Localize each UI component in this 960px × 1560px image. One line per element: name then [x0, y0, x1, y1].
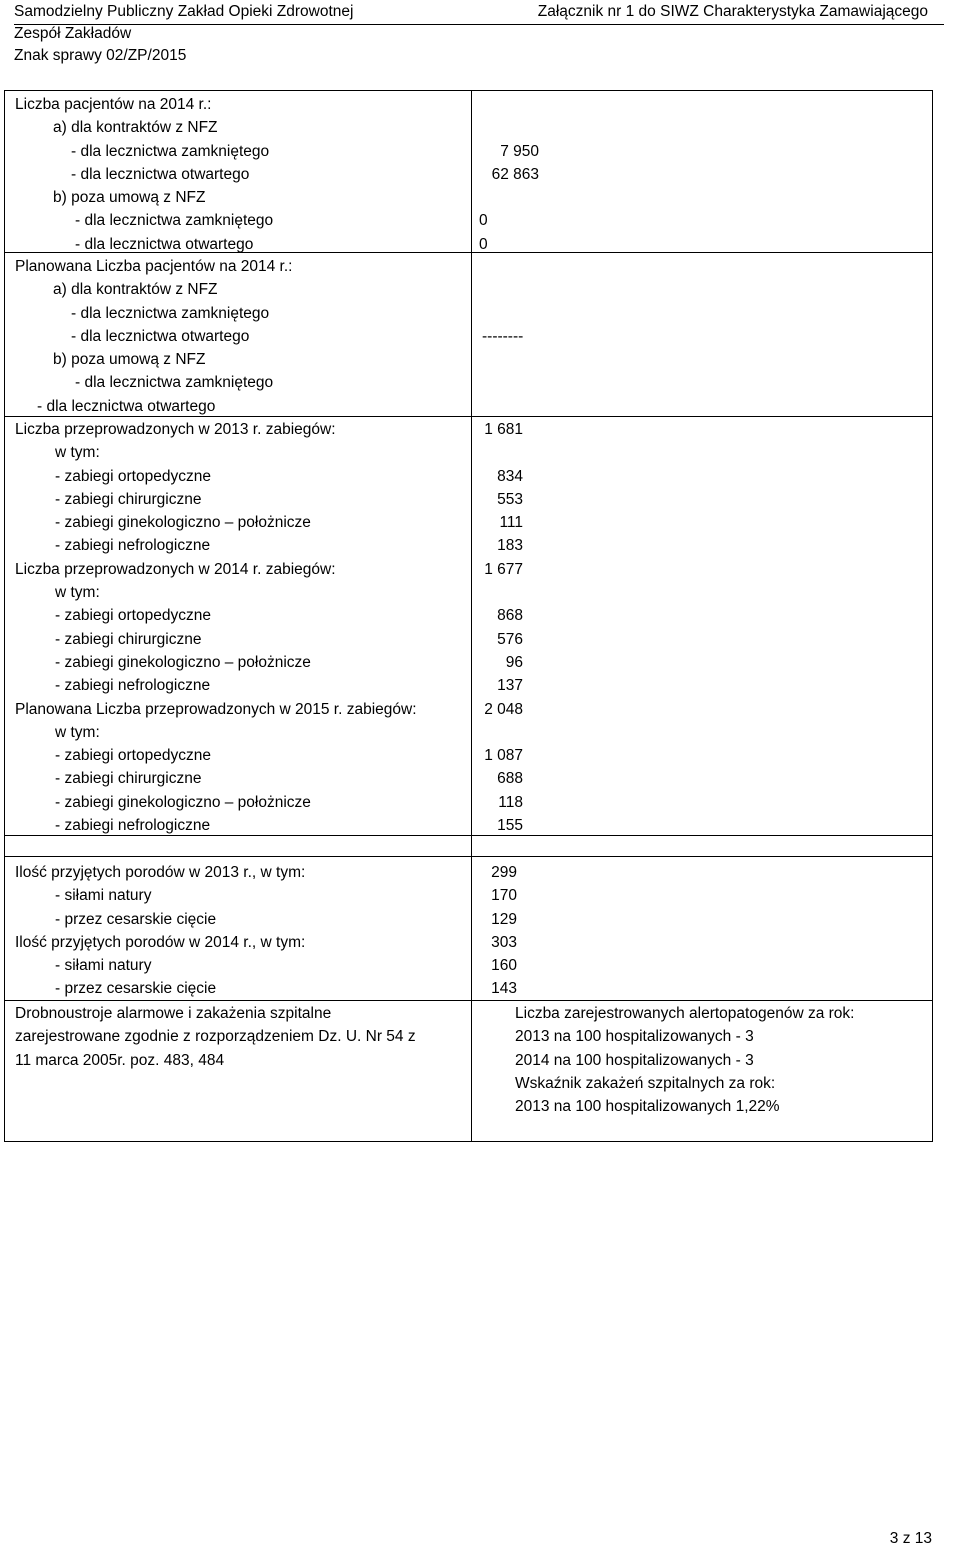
list-item: - przez cesarskie cięcie	[55, 980, 217, 998]
infection-label: 11 marca 2005r. poz. 483, 484	[15, 1051, 225, 1069]
list-item: - dla lecznictwa otwartego	[37, 397, 216, 415]
list-item: - dla lecznictwa zamkniętego	[71, 304, 270, 322]
subsection-label: b) poza umową z NFZ	[53, 351, 206, 369]
list-item: - zabiegi ginekologiczno – położnicze	[55, 793, 311, 811]
value: 576	[497, 630, 523, 648]
list-item: - dla lecznictwa zamkniętego	[75, 212, 274, 230]
value: 834	[497, 467, 523, 485]
value	[477, 441, 523, 464]
page-header	[0, 0, 960, 66]
value: 137	[497, 677, 523, 695]
value: --------	[482, 328, 524, 345]
value: 129	[491, 910, 517, 928]
value: 170	[491, 887, 517, 905]
alert-pathogens-2013: 2013 na 100 hospitalizowanych - 3	[515, 1028, 754, 1046]
value: 62 863	[491, 165, 539, 183]
alert-pathogens-title: Liczba zarejestrowanych alertopatogenów za rok:	[515, 1005, 855, 1022]
list-item: - zabiegi ortopedyczne	[55, 747, 211, 765]
value: 7 950	[500, 142, 539, 160]
list-item: - przez cesarskie cięcie	[55, 910, 217, 928]
value: 553	[497, 490, 523, 508]
list-item: - zabiegi nefrologiczne	[55, 677, 211, 695]
subsection-label: w tym:	[55, 584, 100, 602]
section-title: Planowana Liczba pacjentów na 2014 r.:	[15, 258, 293, 275]
value: 0	[479, 212, 488, 230]
header-attachment-title: Załącznik nr 1 do SIWZ Charakterystyka Zamawiającego	[537, 3, 928, 20]
value: 96	[505, 653, 523, 671]
section-title: Liczba przeprowadzonych w 2013 r. zabiegów:	[15, 421, 336, 438]
value	[477, 721, 523, 744]
list-item: - zabiegi chirurgiczne	[55, 630, 202, 648]
value: 1 681	[484, 421, 523, 438]
section1-values	[479, 93, 539, 256]
section5-right	[515, 1002, 925, 1118]
row-divider	[5, 856, 932, 857]
value	[479, 116, 539, 139]
data-table	[4, 90, 933, 1142]
page-number: 3 z 13	[889, 1529, 932, 1547]
infection-label: Drobnoustroje alarmowe i zakażenia szpitalne	[15, 1005, 332, 1022]
value: 0	[479, 235, 488, 253]
value: 160	[491, 957, 517, 975]
value: 688	[497, 770, 523, 788]
value: 303	[491, 933, 517, 951]
list-item: - zabiegi ortopedyczne	[55, 607, 211, 625]
section2-value	[482, 325, 562, 348]
list-item: - zabiegi nefrologiczne	[55, 537, 211, 555]
value: 1 677	[484, 560, 523, 578]
header-rule	[14, 24, 944, 25]
infection-rate-2013: 2013 na 100 hospitalizowanych 1,22%	[515, 1098, 780, 1116]
header-institution: Samodzielny Publiczny Zakład Opieki Zdrowotnej	[14, 3, 354, 20]
value: 2 048	[484, 700, 523, 718]
list-item: - dla lecznictwa otwartego	[71, 165, 250, 183]
list-item: - zabiegi chirurgiczne	[55, 490, 202, 508]
value: 155	[497, 817, 523, 835]
value: 299	[491, 864, 517, 881]
list-item: - zabiegi ginekologiczno – położnicze	[55, 514, 311, 532]
section-title: Ilość przyjętych porodów w 2014 r., w tym:	[15, 933, 306, 951]
section5-left	[15, 1002, 465, 1072]
infection-rate-title: Wskaźnik zakażeń szpitalnych za rok:	[515, 1074, 776, 1092]
section-title: Liczba przeprowadzonych w 2014 r. zabiegów:	[15, 560, 336, 578]
header-left	[14, 1, 474, 67]
list-item: - zabiegi ginekologiczno – położnicze	[55, 653, 311, 671]
section4-values	[477, 861, 517, 1001]
section-title: Planowana Liczba przeprowadzonych w 2015 r. zabiegów:	[15, 700, 417, 718]
list-item: - zabiegi chirurgiczne	[55, 770, 202, 788]
list-item: - dla lecznictwa otwartego	[71, 327, 250, 345]
value: 1 087	[484, 747, 523, 765]
subsection-label: b) poza umową z NFZ	[53, 189, 206, 207]
subsection-label: a) dla kontraktów z NFZ	[53, 119, 218, 137]
list-item: - zabiegi ortopedyczne	[55, 467, 211, 485]
column-divider	[471, 91, 472, 1141]
alert-pathogens-2014: 2014 na 100 hospitalizowanych - 3	[515, 1051, 754, 1069]
value: 183	[497, 537, 523, 555]
value	[479, 186, 539, 209]
list-item: - dla lecznictwa zamkniętego	[75, 374, 274, 392]
section3-values	[477, 418, 523, 837]
header-unit: Zespół Zakładów	[14, 25, 132, 42]
value	[477, 581, 523, 604]
list-item: - dla lecznictwa otwartego	[75, 235, 254, 253]
subsection-label: a) dla kontraktów z NFZ	[53, 281, 218, 299]
section3-labels	[15, 418, 465, 837]
section-title: Liczba pacjentów na 2014 r.:	[15, 96, 212, 113]
section1-labels	[15, 93, 465, 256]
header-case-number: Znak sprawy 02/ZP/2015	[14, 47, 187, 64]
value	[479, 93, 539, 116]
subsection-label: w tym:	[55, 723, 100, 741]
value: 111	[499, 514, 523, 532]
list-item: - siłami natury	[55, 957, 152, 975]
subsection-label: w tym:	[55, 444, 100, 462]
value: 868	[497, 607, 523, 625]
section-title: Ilość przyjętych porodów w 2013 r., w tym:	[15, 864, 306, 881]
infection-label: zarejestrowane zgodnie z rozporządzeniem Dz. U. Nr 54 z	[15, 1028, 416, 1046]
section2-labels	[15, 255, 465, 418]
section4-labels	[15, 861, 465, 1001]
value: 143	[491, 980, 517, 998]
list-item: - zabiegi nefrologiczne	[55, 817, 211, 835]
list-item: - dla lecznictwa zamkniętego	[71, 142, 270, 160]
list-item: - siłami natury	[55, 887, 152, 905]
value: 118	[498, 793, 523, 811]
